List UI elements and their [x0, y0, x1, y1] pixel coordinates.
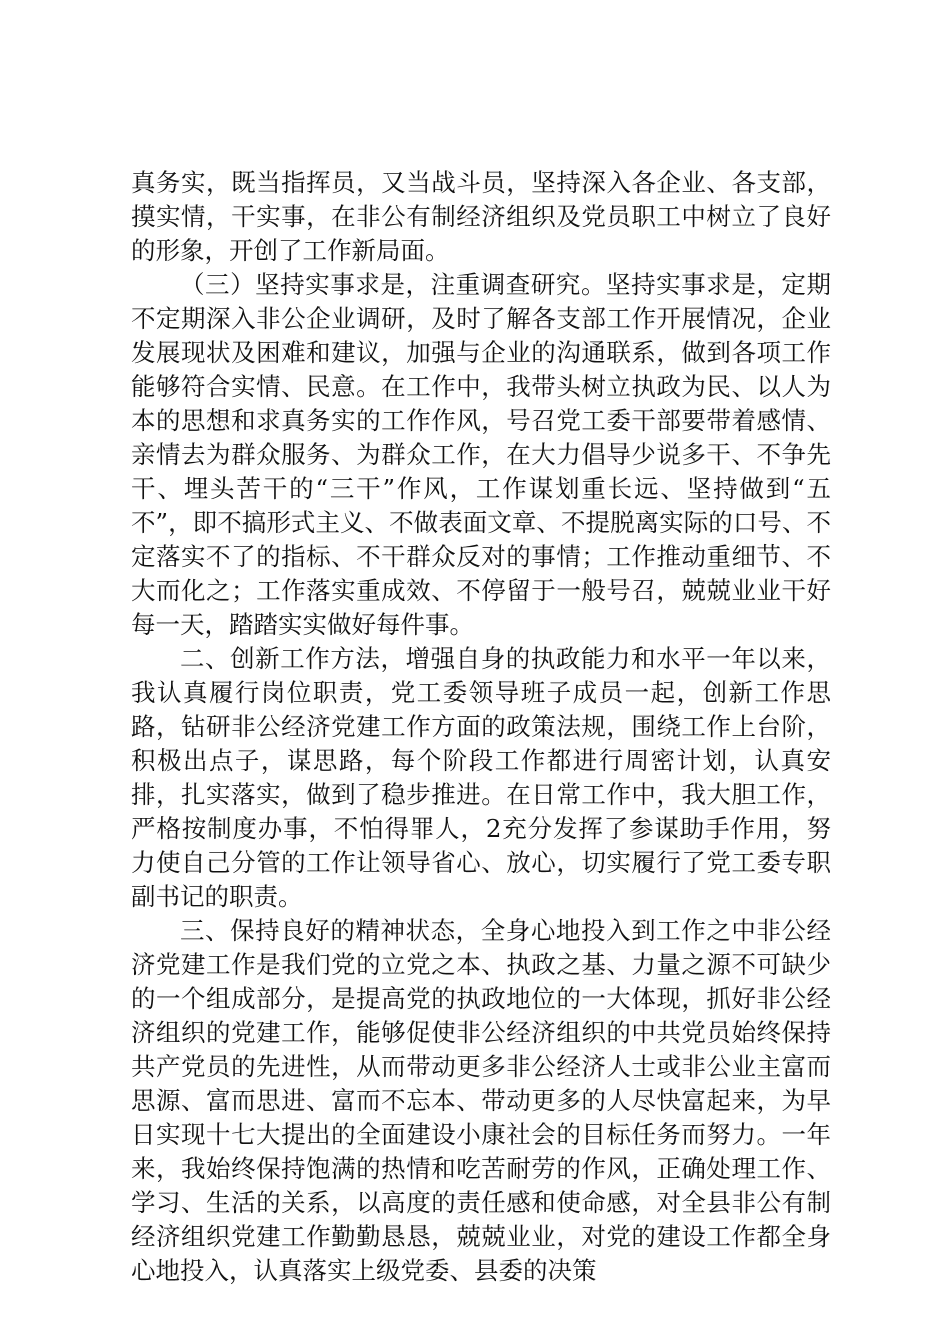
paragraph-section-two: 二、创新工作方法，增强自身的执政能力和水平一年以来，我认真履行岗位职责，党工委领导班子成员一起，创新工作思路，钻研非公经济党建工作方面的政策法规，围绕工作上台阶，积极出点子，谋思路，每个阶段工作都进行周密计划，认真安排，扎实落实，做到了稳步推进。在日常工作中，我大胆工作，严格按制度办事，不怕得罪人，2充分发挥了参谋助手作用，努力使自己分管的工作让领导省心、放心，切实履行了党工委专职副书记的职责。	[131, 644, 831, 911]
paragraph-section-three: 三、保持良好的精神状态，全身心地投入到工作之中非公经济党建工作是我们党的立党之本、执政之基、力量之源不可缺少的一个组成部分，是提高党的执政地位的一大体现，抓好非公经济组织的党建工作，能够促使非公经济组织的中共党员始终保持共产党员的先进性，从而带动更多非公经济人士或非公业主富而思源、富而思进、富而不忘本、带动更多的人尽快富起来，为早日实现十七大提出的全面建设小康社会的目标任务而努力。一年来，我始终保持饱满的热情和吃苦耐劳的作风，正确处理工作、学习、生活的关系，以高度的责任感和使命感，对全县非公有制经济组织党建工作勤勤恳恳，兢兢业业，对党的建设工作都全身心地投入，认真落实上级党委、县委的决策	[131, 916, 831, 1285]
paragraph-continuation: 真务实，既当指挥员，又当战斗员，坚持深入各企业、各支部，摸实情，干实事，在非公有制经济组织及党员职工中树立了良好的形象，开创了工作新局面。	[131, 168, 831, 265]
document-body	[131, 166, 831, 1288]
paragraph-section-3: （三）坚持实事求是，注重调查研究。坚持实事求是，定期不定期深入非公企业调研，及时了解各支部工作开展情况，企业发展现状及困难和建议，加强与企业的沟通联系，做到各项工作能够符合实情、民意。在工作中，我带头树立执政为民、以人为本的思想和求真务实的工作作风，号召党工委干部要带着感情、亲情去为群众服务、为群众工作，在大力倡导少说多干、不争先干、埋头苦干的“三干”作风，工作谋划重长远、坚持做到“五不”，即不搞形式主义、不做表面文章、不提脱离实际的口号、不定落实不了的指标、不干群众反对的事情；工作推动重细节、不大而化之；工作落实重成效、不停留于一般号召，兢兢业业干好每一天，踏踏实实做好每件事。	[131, 270, 831, 639]
